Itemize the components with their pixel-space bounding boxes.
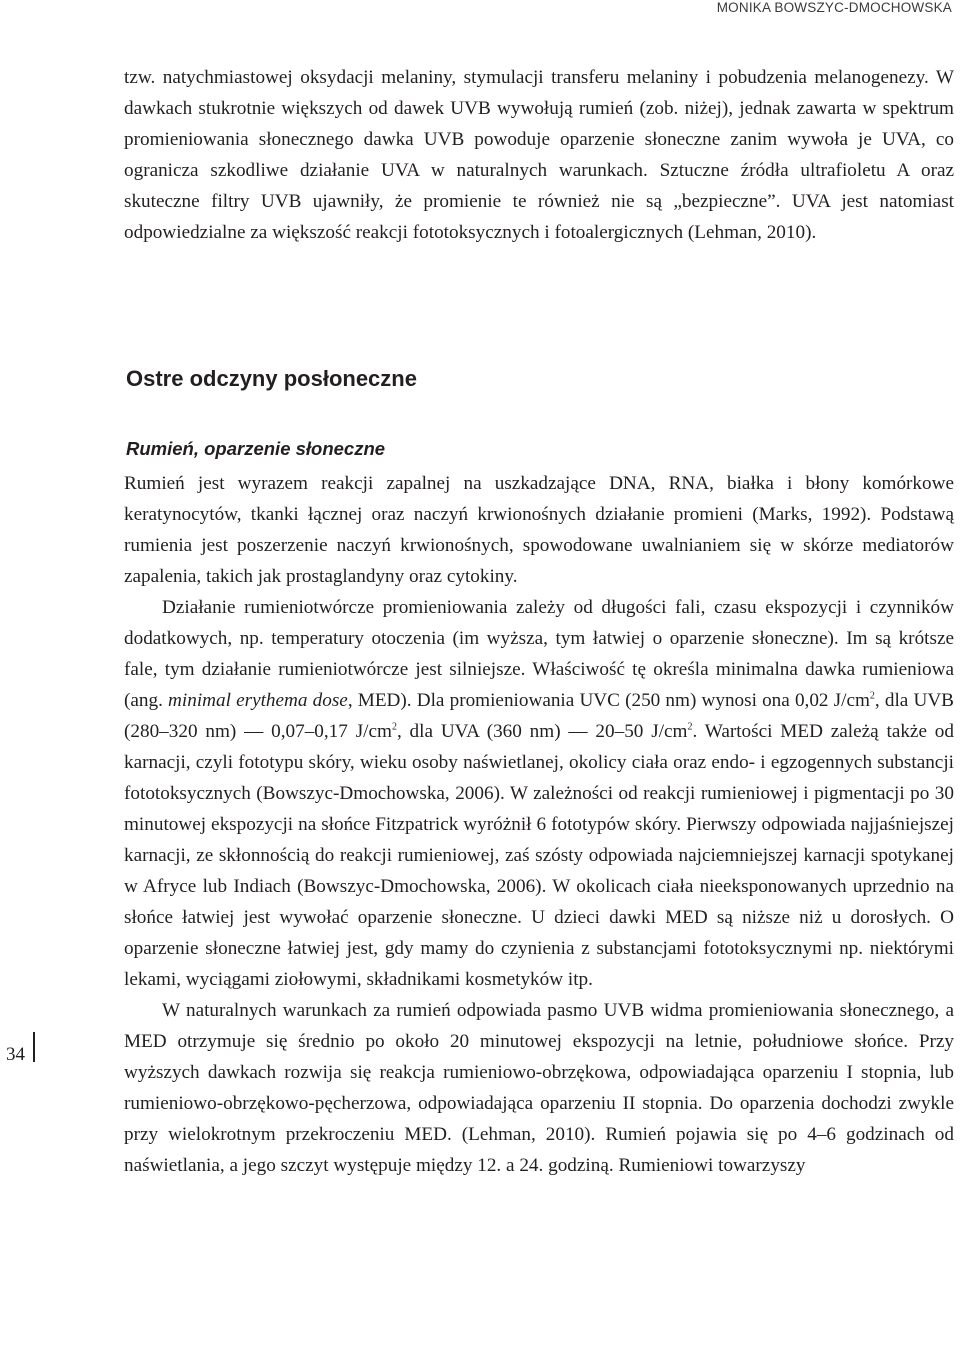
subsection-heading: Rumień, oparzenie słoneczne	[126, 438, 386, 459]
page-number: 34	[6, 1044, 25, 1065]
superscript: 2	[391, 721, 397, 733]
paragraph-erythema-definition: Rumień jest wyrazem reakcji zapalnej na uszkadzające DNA, RNA, białka i błony komórkowe keratynocytów, tkanki łącznej oraz naczyń krwionośnych działanie promieni (Marks, 1992). Podstawą rumienia jest poszerzenie naczyń krwionośnych, spowodowane uwalnianiem się w skórze mediatorów zapalenia, takich jak prostaglandyny oraz cytokiny.	[124, 473, 954, 587]
intro-paragraph: tzw. natychmiastowej oksydacji melaniny, stymulacji transferu melaniny i pobudzenia melanogenezy. W dawkach stukrotnie większych od dawek UVB wywołują rumień (zob. niżej), jednak zawarta w spektrum promieniowania słonecznego dawka UVB powoduje oparzenie słoneczne zanim wywoła je UVA, co ogranicza szkodliwe działanie UVA w naturalnych warunkach. Sztuczne źródła ultrafioletu A oraz skuteczne filtry UVB ujawniły, że promienie te również nie są „bezpieczne”. UVA jest natomiast odpowiedzialne za większość reakcji fototoksycznych i fotoalergicznych (Lehman, 2010).	[124, 67, 954, 243]
text-run: , dla UVB (280–320 nm) — 0,07–0,17 J/cm	[124, 690, 954, 742]
paragraph-natural-conditions: W naturalnych warunkach za rumień odpowiada pasmo UVB widma promieniowania słonecznego, a MED otrzymuje się średnio po około 20 minutowej ekspozycji na letnie, południowe słońce. Przy wyższych dawkach rozwija się reakcja rumieniowo-obrzękowa, odpowiadająca oparzeniu I stopnia, lub rumieniowo-obrzękowo-pęcherzowa, odpowiadająca oparzeniu II stopnia. Do oparzenia dochodzi zwykle przy wielokrotnym przekroczeniu MED. (Lehman, 2010). Rumień pojawia się po 4–6 godzinach od naświetlania, a jego szczyt występuje między 12. a 24. godziną. Rumieniowi towarzyszy	[124, 1000, 954, 1176]
text-run: Działanie rumieniotwórcze promieniowania zależy od długości fali, czasu ekspozycji i czynników dodatkowych, np. temperatury otoczenia (im wyższa, tym łatwiej o oparzenie słoneczne). Im są krótsze fale, tym działanie rumieniotwórcze jest silniejsze. Właściwość tę określa minimalna dawka rumieniowa (ang.	[124, 597, 954, 711]
page-number-rule	[33, 1032, 35, 1062]
running-header: MONIKA BOWSZYC-DMOCHOWSKA	[716, 0, 952, 15]
superscript: 2	[687, 721, 693, 733]
text-run: , MED). Dla promieniowania UVC (250 nm) wynosi ona 0,02 J/cm	[347, 690, 870, 711]
italic-term: minimal erythema dose	[168, 690, 348, 711]
section-body	[124, 468, 954, 1181]
section-heading: Ostre odczyny posłoneczne	[126, 366, 417, 391]
paragraph-erythemogenic-action	[124, 592, 954, 995]
superscript: 2	[869, 690, 875, 702]
text-run: . Wartości MED zależą także od karnacji, czyli fototypu skóry, wieku osoby naświetlanej, okolicy ciała oraz endo- i egzogennych substancji fototoksycznych (Bowszyc-Dmochowska, 2006). W zależności od reakcji rumieniowej i pigmentacji po 30 minutowej ekspozycji na słońce Fitzpatrick wyróżnił 6 fototypów skóry. Pierwszy odpowiada najjaśniejszej karnacji, ze skłonnością do reakcji rumieniowej, zaś szósty odpowiada najciemniejszej karnacji spotykanej w Afryce lub Indiach (Bowszyc-Dmochowska, 2006). W okolicach ciała nieeksponowanych uprzednio na słońce łatwiej jest wywołać oparzenie słoneczne. U dzieci dawki MED są niższe niż u dorosłych. O oparzenie słoneczne łatwiej jest, gdy mamy do czynienia z substancjami fototoksycznymi np. niektórymi lekami, wyciągami ziołowymi, składnikami kosmetyków itp.	[124, 721, 954, 990]
text-run: , dla UVA (360 nm) — 20–50 J/cm	[396, 721, 688, 742]
